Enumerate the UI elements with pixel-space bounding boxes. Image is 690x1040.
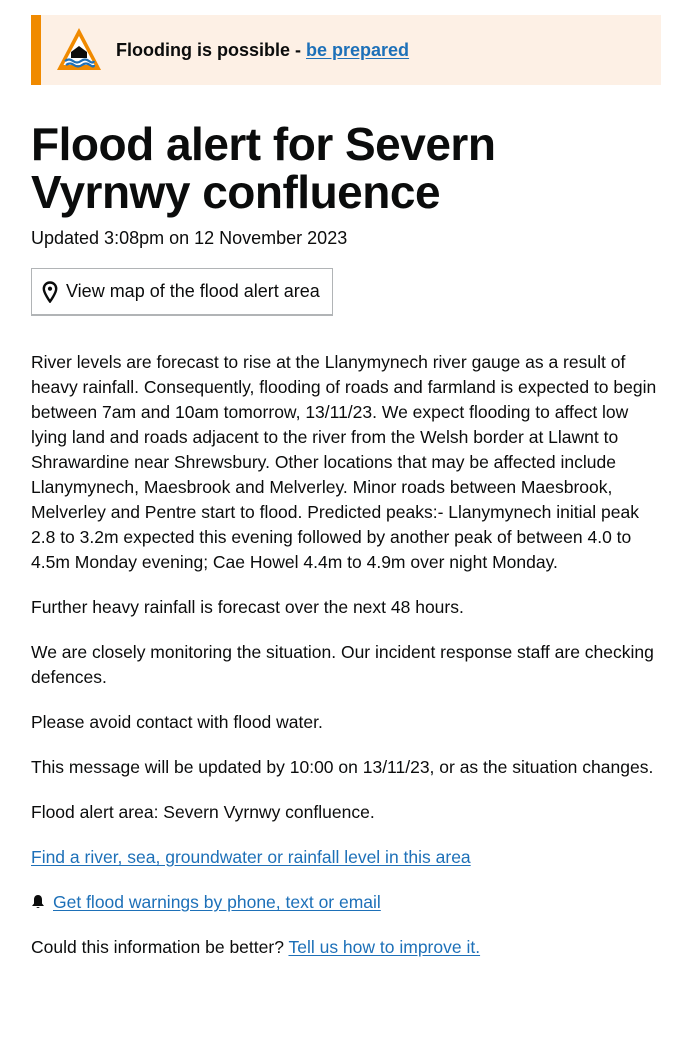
banner-message: Flooding is possible [116,39,291,60]
be-prepared-link[interactable]: be prepared [306,39,410,60]
flood-status-banner [31,15,661,85]
alert-content [31,350,661,980]
alert-area: Flood alert area: Severn Vyrnwy confluence. [31,802,375,822]
map-pin-icon [42,281,58,303]
updated-timestamp: Updated 3:08pm on 12 November 2023 [31,228,348,248]
page-title: Flood alert for Severn Vyrnwy confluence [31,118,496,218]
bell-icon [31,894,45,910]
find-level-link[interactable]: Find a river, sea, groundwater or rainfall level in this area [31,847,471,867]
find-level-row [31,845,661,870]
flood-warnings-signup-link[interactable]: Get flood warnings by phone, text or email [53,892,381,912]
warnings-row [31,890,661,915]
flood-alert-warning-icon [54,25,104,75]
rainfall-forecast: Further heavy rainfall is forecast over the next 48 hours. [31,597,464,617]
feedback-question: Could this information be better? [31,937,284,957]
feedback-link[interactable]: Tell us how to improve it. [288,937,481,957]
update-notice: This message will be updated by 10:00 on 13/11/23, or as the situation changes. [31,757,654,777]
feedback-row [31,935,661,960]
banner-message-row [116,40,409,61]
avoid-water-note: Please avoid contact with flood water. [31,712,323,732]
monitoring-note: We are closely monitoring the situation. Our incident response staff are checking defences. [31,642,654,687]
view-map-button[interactable] [31,268,333,315]
alert-description: River levels are forecast to rise at the Llanymynech river gauge as a result of heavy rainfall. Consequently, flooding of roads and farmland is expected to begin between 7am and 10am tomorrow, 13/11/23. We expect flooding to affect low lying land and roads adjacent to the river from the Welsh border at Llawnt to Shrawardine near Shrewsbury. Other locations that may be affected include Llanymynech, Maesbrook and Melverley. Minor roads between Maesbrook, Melverley and Pentre start to flood. Predicted peaks:- Llanymynech initial peak 2.8 to 3.2m expected this evening followed by another peak of between 4.0 to 4.5m Monday evening; Cae Howel 4.4m to 4.9m over night Monday. [31,352,657,572]
view-map-label: View map of the flood alert area [66,281,320,301]
banner-separator: - [290,39,307,60]
